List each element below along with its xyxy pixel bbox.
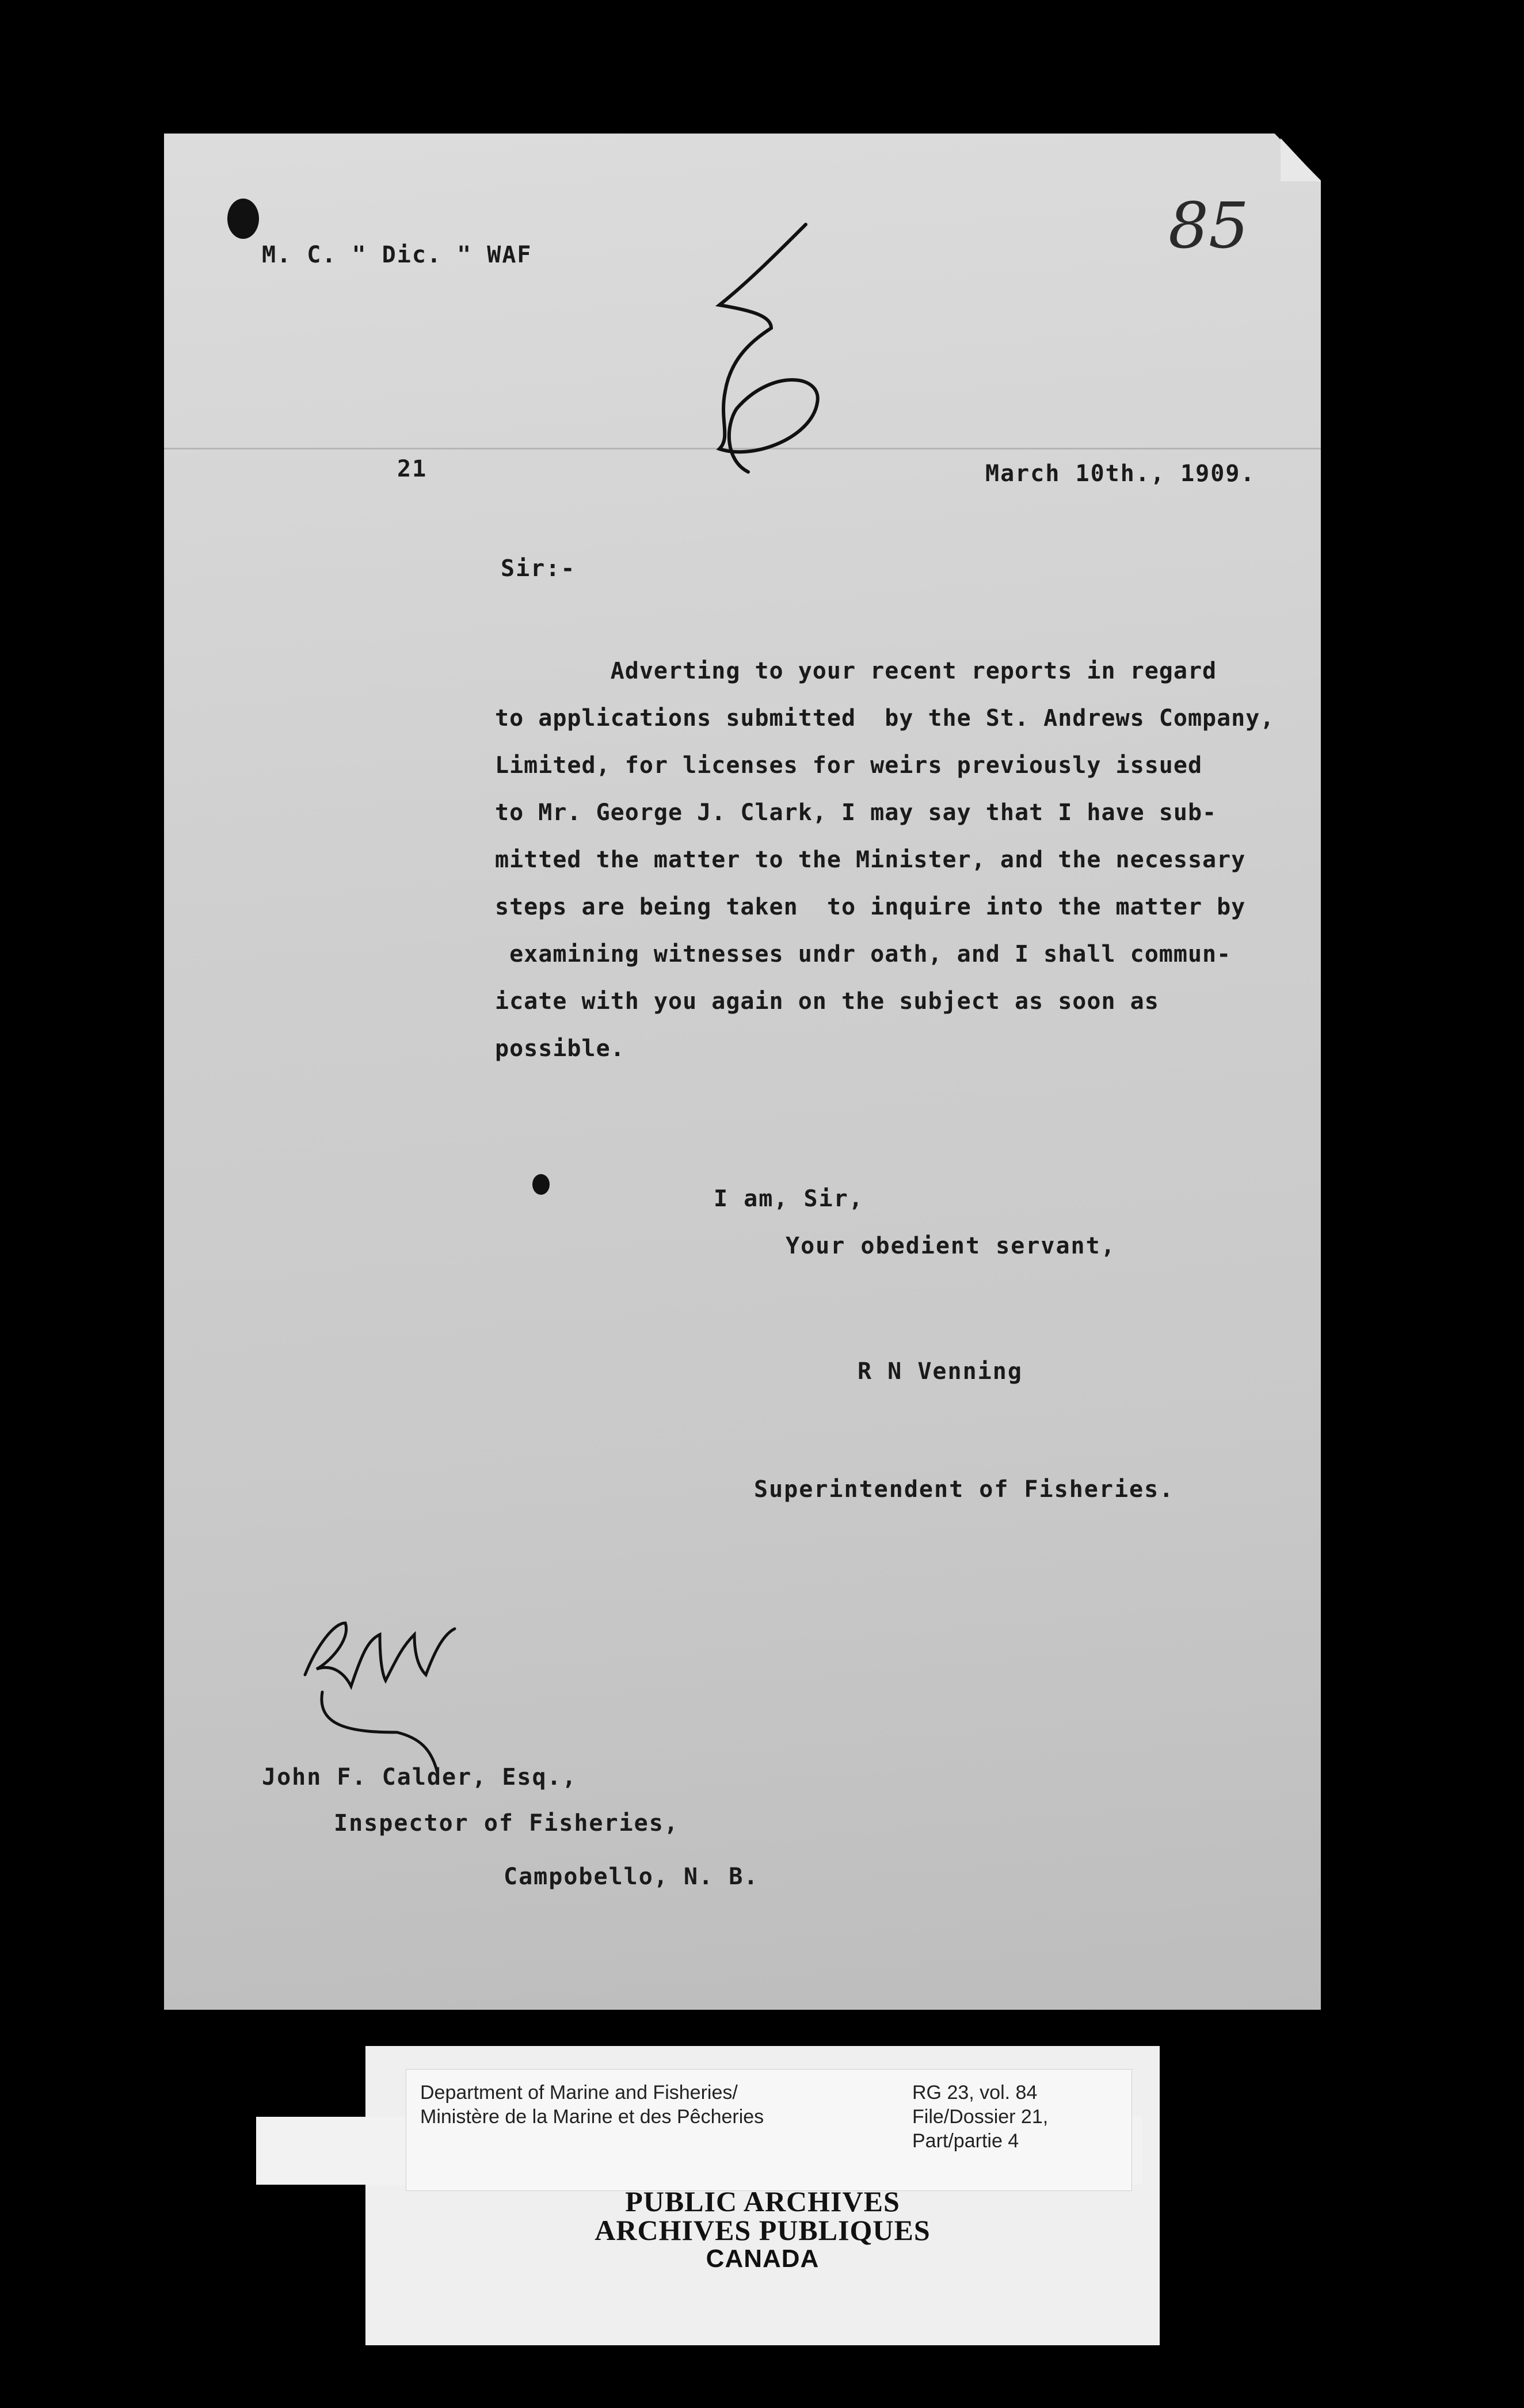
- file-number: 21: [397, 456, 428, 482]
- ink-dot: [532, 1174, 550, 1195]
- body-line: examining witnesses undr oath, and I shall commun-: [495, 941, 1232, 967]
- body-line: steps are being taken to inquire into the matter by: [495, 894, 1246, 920]
- salutation: Sir:-: [501, 555, 576, 582]
- body-line: to Mr. George J. Clark, I may say that I have sub-: [495, 799, 1217, 826]
- body-line: possible.: [495, 1035, 625, 1062]
- reference-line: M. C. " Dic. " WAF: [262, 242, 532, 268]
- handwritten-e-mark: [685, 219, 846, 483]
- body-line: icate with you again on the subject as soon as: [495, 988, 1159, 1015]
- body-line: Adverting to your recent reports in regard: [495, 658, 1217, 684]
- folded-corner: [1281, 138, 1321, 181]
- record-reference: [912, 2081, 1048, 2153]
- department-fr: Ministère de la Marine et des Pêcheries: [420, 2106, 764, 2128]
- page-number-text: 85: [1168, 189, 1249, 262]
- addressee-name: John F. Calder, Esq.,: [262, 1764, 577, 1790]
- archives-stamp: [365, 2187, 1160, 2273]
- part: Part/partie 4: [912, 2130, 1019, 2152]
- archives-en: PUBLIC ARCHIVES: [625, 2185, 900, 2218]
- closing-line: I am, Sir,: [714, 1186, 864, 1212]
- file-dossier: File/Dossier 21,: [912, 2106, 1049, 2128]
- signer-name: R N Venning: [858, 1358, 1023, 1385]
- body-line: to applications submitted by the St. Andrews Company,: [495, 705, 1275, 731]
- archives-country: CANADA: [706, 2245, 820, 2273]
- addressee-place: Campobello, N. B.: [504, 1864, 759, 1890]
- handwritten-initials: [282, 1577, 512, 1784]
- handwritten-page-number: [1163, 184, 1266, 265]
- body-line: mitted the matter to the Minister, and the necessary: [495, 847, 1246, 873]
- body-line: Limited, for licenses for weirs previously issued: [495, 752, 1203, 779]
- department-names: [420, 2081, 764, 2129]
- addressee-title: Inspector of Fisheries,: [334, 1810, 679, 1837]
- archives-fr: ARCHIVES PUBLIQUES: [595, 2214, 931, 2246]
- ink-blot: [227, 199, 259, 239]
- closing-line: Your obedient servant,: [786, 1233, 1116, 1259]
- signer-title: Superintendent of Fisheries.: [754, 1476, 1175, 1503]
- department-en: Department of Marine and Fisheries/: [420, 2082, 738, 2104]
- letter-body: [495, 647, 1312, 1072]
- record-group: RG 23, vol. 84: [912, 2082, 1038, 2104]
- letter-date: March 10th., 1909.: [985, 460, 1256, 487]
